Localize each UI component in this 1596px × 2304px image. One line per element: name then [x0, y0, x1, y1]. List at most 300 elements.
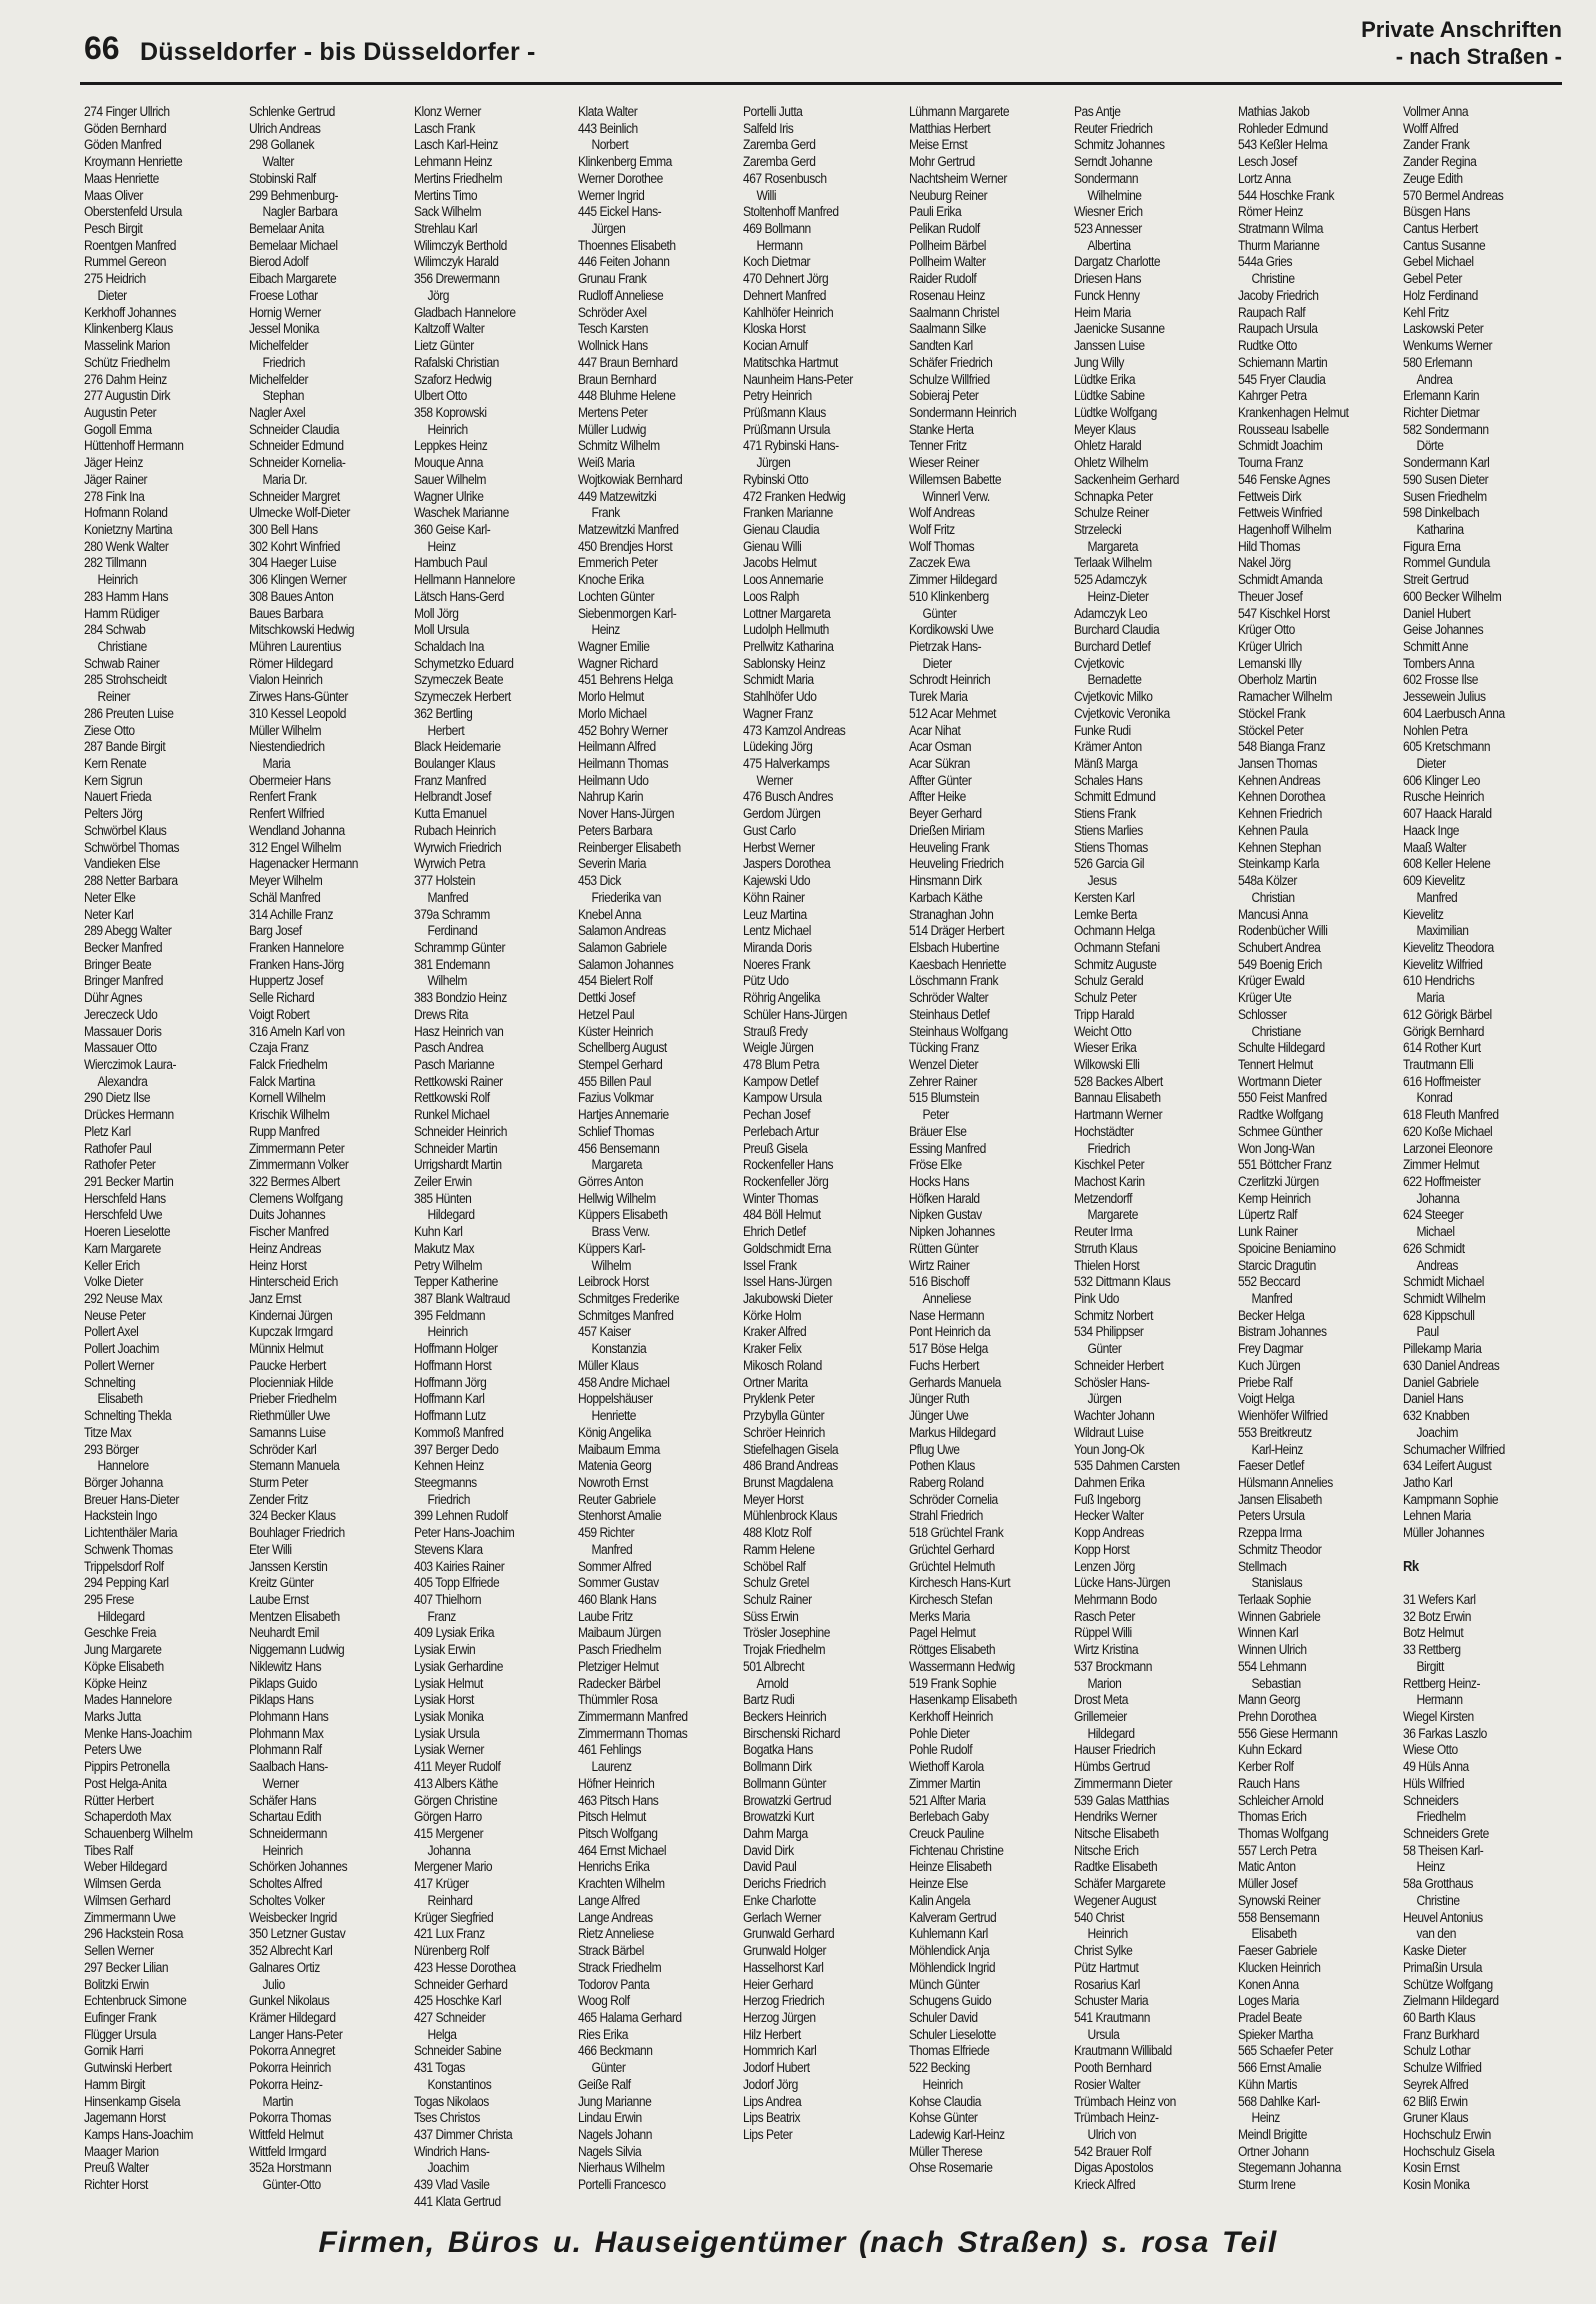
- listing-entry: Raider Rudolf: [908, 271, 976, 287]
- listing-entry: Pasch Friedhelm: [578, 1642, 662, 1658]
- listing-entry: Jacoby Friedrich: [1237, 287, 1319, 303]
- listing-entry: Stellmach: [1237, 1558, 1287, 1574]
- listing-entry: Szaforz Hedwig: [414, 371, 492, 387]
- listing-entry: Stevens Klara: [414, 1541, 483, 1557]
- listing-entry: 290 Dietz Ilse: [84, 1090, 151, 1106]
- listing-entry: Mühren Laurentius: [249, 639, 342, 654]
- listing-entry: Heinz Andreas: [249, 1240, 322, 1256]
- listing-entry: Schmitt Anne: [1402, 639, 1468, 654]
- listing-entry: Falck Martina: [249, 1073, 316, 1089]
- listing-entry-continuation: Stephan: [262, 388, 305, 404]
- listing-entry: Saalmann Christel: [908, 304, 999, 320]
- listing-entry: Lücke Hans-Jürgen: [1073, 1575, 1170, 1591]
- listing-entry: Schneiders: [1402, 1792, 1459, 1808]
- listing-entry: Geschke Freia: [84, 1625, 156, 1641]
- listing-entry: Issel Frank: [743, 1257, 797, 1273]
- listing-entry: Zielmann Hildegard: [1402, 1993, 1499, 2009]
- listing-entry: 604 Laerbusch Anna: [1402, 705, 1505, 721]
- listing-entry: Müller Josef: [1237, 1876, 1297, 1892]
- listing-entry: Schrammp Günter: [414, 939, 506, 955]
- listing-entry: Meindl Brigitte: [1237, 2126, 1307, 2142]
- listing-entry: Hoffmann Karl: [414, 1391, 485, 1407]
- listing-entry: Schütz Friedhelm: [84, 354, 170, 370]
- listing-entry: Bouhlager Friedrich: [249, 1525, 345, 1541]
- listing-entry: 515 Blumstein: [908, 1090, 979, 1106]
- listing-entry: 540 Christ: [1073, 1909, 1124, 1925]
- listing-entry: Schleicher Arnold: [1237, 1792, 1323, 1808]
- listing-entry: Schneider Kornelia-: [249, 455, 346, 471]
- listing-entry: Spoicine Beniamino: [1237, 1240, 1336, 1256]
- listing-entry: Wieser Erika: [1073, 1040, 1137, 1056]
- listing-entry: Tripp Harald: [1073, 1006, 1134, 1022]
- listing-entry-continuation: Konstantinos: [427, 2076, 492, 2092]
- listing-entry: 547 Kischkel Horst: [1237, 605, 1330, 621]
- listing-entry: Schnelting Thekla: [84, 1408, 172, 1424]
- listing-entry: Lysiak Gerhardine: [414, 1658, 504, 1674]
- listing-entry: Synowski Reiner: [1237, 1892, 1320, 1908]
- listing-entry: Sommer Alfred: [578, 1558, 652, 1574]
- listing-entry: Niklewitz Hans: [249, 1658, 322, 1674]
- listing-entry: Neter Karl: [84, 906, 134, 922]
- listing-entry-continuation: Johanna: [1416, 1190, 1460, 1206]
- listing-entry: Richter Dietmar: [1402, 404, 1480, 420]
- listing-entry: 437 Dimmer Christa: [414, 2126, 513, 2142]
- listing-entry: Zander Frank: [1402, 137, 1470, 153]
- listing-entry: Höfner Heinrich: [578, 1775, 655, 1791]
- listing-entry-continuation: Margareta: [1087, 538, 1138, 554]
- listing-entry: Schlief Thomas: [578, 1123, 655, 1139]
- listing-entry: Wolff Alfred: [1402, 120, 1459, 136]
- listing-entry: 445 Eickel Hans-: [578, 204, 662, 220]
- listing-entry: Kaesbach Henriette: [908, 956, 1006, 972]
- listing-entry: Hüls Wilfried: [1402, 1775, 1464, 1791]
- listing-entry: Dettki Josef: [578, 990, 636, 1006]
- listing-entry: 470 Dehnert Jörg: [743, 271, 829, 287]
- listing-entry: Samanns Luise: [249, 1424, 326, 1440]
- listing-entry: Titze Max: [84, 1424, 132, 1440]
- listing-entry: Todorov Panta: [578, 1976, 650, 1992]
- listing-entry: 285 Strohscheidt: [84, 672, 167, 688]
- listing-entry: Herschfeld Hans: [84, 1190, 166, 1206]
- listing-entry: Heim Maria: [1073, 304, 1131, 320]
- listing-entry: Weicht Otto: [1073, 1023, 1132, 1039]
- listing-entry: Neuse Peter: [84, 1307, 146, 1323]
- listing-entry-continuation: Franz: [427, 1608, 457, 1624]
- listing-entry: Hommrich Karl: [743, 2043, 817, 2059]
- listing-entry-continuation: Peter: [922, 1107, 949, 1123]
- listing-entry: Küppers Karl-: [578, 1240, 646, 1256]
- listing-entry: Essing Manfred: [908, 1140, 986, 1156]
- listing-entry: Kehnen Andreas: [1237, 772, 1320, 788]
- listing-entry: 554 Lehmann: [1237, 1658, 1306, 1674]
- listing-entry: Stiefelhagen Gisela: [743, 1441, 839, 1457]
- listing-entry: 425 Hoschke Karl: [414, 1993, 502, 2009]
- listing-entry: 523 Annesser: [1073, 221, 1142, 237]
- listing-column-3: [414, 104, 577, 2211]
- listing-entry: Hecker Walter: [1073, 1508, 1144, 1524]
- listing-entry: Schneider Herbert: [1073, 1357, 1164, 1373]
- listing-entry: Kopp Andreas: [1073, 1525, 1144, 1541]
- listing-entry: Leppkes Heinz: [414, 438, 488, 454]
- listing-entry: 450 Brendjes Horst: [578, 538, 673, 554]
- listing-entry: Szymeczek Beate: [414, 672, 504, 688]
- listing-entry: Preuß Gisela: [743, 1140, 808, 1156]
- listing-entry-continuation: Günter: [591, 2060, 626, 2076]
- listing-entry: 415 Mergener: [414, 1826, 484, 1842]
- listing-entry: 283 Hamm Hans: [84, 588, 168, 604]
- listing-entry: Peter Hans-Joachim: [414, 1525, 515, 1541]
- listing-entry: Pradel Beate: [1237, 2009, 1302, 2025]
- listing-entry: 534 Philippser: [1073, 1324, 1144, 1340]
- listing-entry: Kraker Alfred: [743, 1324, 807, 1340]
- listing-entry: Weigle Jürgen: [743, 1040, 814, 1056]
- listing-entry: Schmee Günther: [1237, 1123, 1322, 1139]
- listing-entry: Hocks Hans: [908, 1174, 969, 1189]
- listing-entry: Zehrer Rainer: [908, 1073, 977, 1089]
- page-number: 66: [84, 30, 120, 66]
- listing-entry: Schneider Edmund: [249, 438, 344, 454]
- listing-entry-continuation: Jörg: [427, 287, 450, 303]
- listing-entry: 484 Böll Helmut: [743, 1207, 822, 1223]
- listing-entry: Togas Nikolaos: [414, 2093, 490, 2109]
- listing-entry: 546 Fenske Agnes: [1237, 471, 1330, 487]
- listing-entry: Pasch Marianne: [414, 1056, 495, 1072]
- listing-entry: Funke Rudi: [1073, 722, 1131, 738]
- listing-entry: Wojtkowiak Bernhard: [578, 471, 683, 487]
- listing-entry: Matic Anton: [1237, 1859, 1296, 1875]
- listing-entry: Reuter Friedrich: [1073, 120, 1153, 136]
- listing-entry: Figura Erna: [1402, 538, 1461, 554]
- listing-entry: Lesch Josef: [1237, 154, 1297, 170]
- listing-entry: 614 Rother Kurt: [1402, 1040, 1481, 1056]
- listing-column-4: [578, 104, 741, 2194]
- listing-entry: Kohse Günter: [908, 2110, 977, 2126]
- listing-entry: Kajewski Udo: [743, 873, 811, 889]
- listing-entry: Schubert Andrea: [1237, 939, 1320, 955]
- listing-entry: 431 Togas: [414, 2060, 466, 2076]
- listing-entry: Funck Henny: [1073, 287, 1140, 303]
- listing-entry: 628 Kippschull: [1402, 1307, 1475, 1323]
- listing-entry: Fuß Ingeborg: [1073, 1491, 1141, 1507]
- listing-entry: Sablonsky Heinz: [743, 655, 826, 671]
- listing-entry: Rzeppa Irma: [1237, 1525, 1302, 1541]
- listing-entry: Mertins Timo: [414, 187, 478, 203]
- listing-entry: Kehnen Friedrich: [1237, 806, 1322, 822]
- listing-entry: Kehnen Paula: [1237, 822, 1308, 838]
- listing-entry: 397 Berger Dedo: [414, 1441, 499, 1457]
- listing-entry: Schmitz Wilhelm: [578, 438, 660, 454]
- listing-entry: Zimmermann Manfred: [578, 1709, 688, 1724]
- listing-entry-continuation: Christine: [1251, 271, 1295, 287]
- listing-column-9: [1403, 104, 1564, 2194]
- listing-entry: 473 Kamzol Andreas: [743, 722, 846, 738]
- listing-entry-continuation: Heinz: [1416, 1859, 1445, 1875]
- listing-entry: Plohmann Hans: [249, 1709, 329, 1724]
- listing-entry: Zeuge Edith: [1402, 170, 1463, 186]
- listing-entry: Wilmsen Gerda: [84, 1876, 161, 1892]
- listing-entry: Stahlhöfer Udo: [743, 689, 817, 705]
- listing-entry: Schröder Axel: [578, 304, 647, 320]
- listing-entry: Hoffmann Horst: [414, 1357, 492, 1373]
- listing-entry: Leibrock Horst: [578, 1274, 649, 1290]
- listing-entry: Mergener Mario: [414, 1859, 493, 1875]
- listing-entry: Schmidt Michael: [1402, 1274, 1484, 1290]
- listing-entry: Görres Anton: [578, 1174, 644, 1189]
- listing-entry: Eibach Margarete: [249, 271, 337, 287]
- listing-entry: Zimmer Martin: [908, 1775, 980, 1791]
- listing-entry: Lüdtke Erika: [1073, 371, 1135, 387]
- listing-entry: Wittfeld Irmgard: [249, 2143, 327, 2159]
- listing-entry: Daniel Hans: [1402, 1391, 1463, 1407]
- listing-entry-continuation: Laurenz: [591, 1759, 632, 1775]
- listing-entry: Werner Ingrid: [578, 187, 645, 203]
- listing-entry: Derichs Friedrich: [743, 1876, 827, 1892]
- listing-entry: 409 Lysiak Erika: [414, 1625, 495, 1641]
- listing-entry: Falck Friedhelm: [249, 1056, 328, 1072]
- listing-entry: 518 Grüchtel Frank: [908, 1525, 1003, 1541]
- listing-entry: Nachtsheim Werner: [908, 170, 1007, 186]
- listing-entry: Gerlach Werner: [743, 1909, 822, 1925]
- listing-entry: 277 Augustin Dirk: [84, 388, 171, 404]
- listing-entry: 551 Böttcher Franz: [1237, 1157, 1332, 1173]
- listing-entry: Weiß Maria: [578, 455, 635, 471]
- listing-entry: Saalmann Silke: [908, 321, 986, 337]
- listing-entry: Herbst Werner: [743, 839, 816, 855]
- listing-entry: Schneiders Grete: [1402, 1826, 1489, 1842]
- listing-entry: Matenia Georg: [578, 1458, 652, 1474]
- listing-entry: Kampmann Sophie: [1402, 1491, 1498, 1507]
- listing-entry: Müller Wilhelm: [249, 722, 322, 738]
- listing-entry: Nagels Johann: [578, 2126, 653, 2142]
- listing-entry: 526 Garcia Gil: [1073, 856, 1144, 872]
- listing-entry-continuation: Christiane: [1251, 1023, 1301, 1039]
- listing-entry: Schmitt Edmund: [1073, 789, 1156, 805]
- listing-entry: Jansen Thomas: [1237, 756, 1317, 772]
- listing-entry: Kordikowski Uwe: [908, 622, 993, 638]
- listing-entry: Rütten Günter: [908, 1240, 978, 1256]
- listing-entry-continuation: Heinrich: [427, 1324, 469, 1340]
- listing-entry: Kocian Arnulf: [743, 338, 808, 354]
- listing-entry-continuation: Konstanzia: [591, 1341, 647, 1357]
- listing-entry: Pryklenk Peter: [743, 1391, 815, 1407]
- listing-entry: Pollheim Walter: [908, 254, 986, 270]
- listing-entry: Kern Sigrun: [84, 772, 143, 788]
- listing-entry: Köhn Rainer: [743, 889, 805, 905]
- listing-entry: Lottner Margareta: [743, 605, 831, 621]
- listing-entry: Niestendiedrich: [249, 739, 325, 755]
- page-title: Düsseldorfer - bis Düsseldorfer -: [140, 38, 536, 66]
- listing-entry: 541 Krautmann: [1073, 2009, 1150, 2025]
- listing-column-7: [1074, 104, 1237, 2194]
- listing-entry: Maas Oliver: [84, 187, 143, 203]
- listing-entry: Herzog Jürgen: [743, 2009, 817, 2025]
- listing-entry: Heuveling Frank: [908, 839, 989, 855]
- listing-entry: 552 Beccard: [1237, 1274, 1300, 1290]
- listing-entry: Schumacher Wilfried: [1402, 1441, 1505, 1457]
- listing-entry: Heilmann Thomas: [578, 756, 669, 772]
- listing-entry: Hoeren Lieselotte: [84, 1224, 171, 1240]
- listing-entry: Thomas Elfriede: [908, 2043, 989, 2059]
- listing-entry: 570 Bermel Andreas: [1402, 187, 1504, 203]
- listing-entry: Möhlendick Ingrid: [908, 1959, 995, 1975]
- listing-entry: Pont Heinrich da: [908, 1324, 990, 1340]
- listing-entry: 33 Rettberg: [1402, 1642, 1461, 1658]
- listing-entry: 488 Klotz Rolf: [743, 1525, 812, 1541]
- listing-entry: Ramm Helene: [743, 1541, 815, 1557]
- listing-entry: 522 Becking: [908, 2060, 970, 2076]
- listing-entry: Schneidermann: [249, 1826, 328, 1842]
- listing-entry: 542 Brauer Rolf: [1073, 2143, 1151, 2159]
- listing-entry: Pletz Karl: [84, 1123, 131, 1139]
- listing-entry: Lange Andreas: [578, 1909, 653, 1925]
- listing-entry: 459 Richter: [578, 1525, 635, 1541]
- listing-entry: 610 Hendrichs: [1402, 973, 1475, 989]
- listing-entry: 417 Krüger: [414, 1876, 470, 1892]
- listing-entry: Pollert Axel: [84, 1324, 139, 1340]
- listing-entry: Nipken Johannes: [908, 1224, 995, 1240]
- listing-entry: Kahrger Petra: [1237, 388, 1307, 404]
- listing-entry: Schaperdoth Max: [84, 1809, 172, 1825]
- listing-entry: Winnen Ulrich: [1237, 1642, 1307, 1658]
- listing-entry: Huppertz Josef: [249, 973, 324, 989]
- listing-entry: Krüger Ewald: [1237, 973, 1305, 989]
- listing-entry: Kemp Heinrich: [1237, 1190, 1311, 1206]
- listing-entry: 298 Gollanek: [249, 137, 315, 153]
- listing-entry: 466 Beckmann: [578, 2043, 653, 2059]
- listing-entry: Rettkowski Rolf: [414, 1090, 490, 1106]
- listing-entry: Reinberger Elisabeth: [578, 839, 681, 855]
- listing-entry: 427 Schneider: [414, 2009, 486, 2025]
- listing-entry: Lips Andrea: [743, 2093, 802, 2109]
- listing-entry: Prieber Friedhelm: [249, 1391, 337, 1407]
- listing-entry: Severin Maria: [578, 856, 647, 872]
- listing-entry: Franken Hannelore: [249, 939, 344, 955]
- listing-entry: Jung Marianne: [578, 2093, 652, 2109]
- listing-entry: Stobinski Ralf: [249, 170, 316, 186]
- listing-entry: Krüger Ulrich: [1237, 639, 1302, 654]
- listing-entry-continuation: Johanna: [427, 1842, 471, 1858]
- listing-entry: Roentgen Manfred: [84, 237, 176, 253]
- listing-entry: Sellen Werner: [84, 1943, 154, 1959]
- listing-entry: 528 Backes Albert: [1073, 1073, 1163, 1089]
- listing-entry: Bringer Beate: [84, 956, 152, 972]
- listing-entry: Schneider Gerhard: [414, 1976, 508, 1992]
- listing-entry: Heinz Horst: [249, 1257, 307, 1273]
- listing-entry-continuation: Jesus: [1087, 873, 1117, 889]
- listing-entry: König Angelika: [578, 1424, 652, 1440]
- listing-entry: Tennert Helmut: [1237, 1056, 1313, 1072]
- listing-entry: Cvjetkovic: [1073, 655, 1124, 671]
- listing-entry: 476 Busch Andres: [743, 789, 834, 805]
- listing-entry: Zimmermann Dieter: [1073, 1775, 1172, 1791]
- listing-entry: 632 Knabben: [1402, 1408, 1470, 1424]
- listing-entry: Görgen Harro: [414, 1809, 483, 1825]
- listing-entry: 634 Leifert August: [1402, 1458, 1492, 1474]
- listing-entry: Bierod Adolf: [249, 254, 309, 270]
- listing-entry: Röhrig Angelika: [743, 990, 821, 1006]
- listing-entry: Hellmann Hannelore: [414, 572, 516, 588]
- listing-entry: Heilmann Udo: [578, 772, 649, 788]
- listing-entry: Grunwald Holger: [743, 1943, 827, 1959]
- listing-entry: Schaldach Ina: [414, 639, 485, 654]
- listing-entry: Ulmecke Wolf-Dieter: [249, 505, 351, 521]
- listing-entry: Hoffmann Lutz: [414, 1408, 487, 1424]
- listing-entry: Kroymann Henriette: [84, 154, 183, 170]
- listing-entry: Willemsen Babette: [908, 471, 1001, 487]
- listing-entry: Galnares Ortiz: [249, 1959, 320, 1975]
- listing-entry: 284 Schwab: [84, 622, 146, 638]
- listing-entry: Sandten Karl: [908, 338, 973, 354]
- listing-entry: Jaenicke Susanne: [1073, 321, 1165, 337]
- listing-entry: Schäfer Margarete: [1073, 1876, 1166, 1892]
- listing-entry: Rousseau Isabelle: [1237, 421, 1329, 437]
- listing-entry: Zimmermann Peter: [249, 1140, 345, 1156]
- listing-entry: Koch Dietmar: [743, 254, 811, 270]
- listing-entry-continuation: Hannelore: [97, 1458, 149, 1474]
- listing-entry: Rudtke Otto: [1237, 338, 1297, 354]
- listing-entry: Mänß Marga: [1073, 756, 1138, 772]
- listing-entry: Hornig Werner: [249, 304, 321, 320]
- listing-columns: [84, 104, 1564, 2214]
- listing-entry: Herschfeld Uwe: [84, 1207, 163, 1223]
- listing-column-8: [1238, 104, 1401, 2194]
- listing-column-5: [743, 104, 906, 2144]
- listing-entry-continuation: Werner: [756, 772, 794, 788]
- listing-entry: Winter Thomas: [743, 1190, 819, 1206]
- listing-entry: Mertins Friedhelm: [414, 170, 503, 186]
- listing-entry: Runkel Michael: [414, 1107, 490, 1123]
- listing-entry: 387 Blank Waltraud: [414, 1291, 511, 1307]
- listing-entry-continuation: Ursula: [1087, 2026, 1120, 2042]
- listing-entry: Nierhaus Wilhelm: [578, 2160, 665, 2176]
- listing-entry: Wolf Thomas: [908, 538, 974, 554]
- listing-entry: Schröder Karl: [249, 1441, 317, 1457]
- listing-entry: Lichtenthäler Maria: [84, 1525, 178, 1541]
- listing-entry-continuation: Dieter: [97, 287, 127, 303]
- listing-entry: Creuck Pauline: [908, 1826, 984, 1842]
- listing-entry: 544a Gries: [1237, 254, 1292, 270]
- listing-column-1: [84, 104, 247, 2194]
- listing-entry: Meyer Klaus: [1073, 421, 1136, 437]
- listing-entry: Haack Inge: [1402, 822, 1459, 838]
- listing-entry: Massauer Otto: [84, 1040, 157, 1056]
- listing-entry: Czerlitzki Jürgen: [1237, 1174, 1319, 1189]
- listing-entry: Pothen Klaus: [908, 1458, 975, 1474]
- listing-entry: 467 Rosenbusch: [743, 170, 827, 186]
- listing-entry: Trümbach Heinz-: [1073, 2110, 1159, 2126]
- listing-entry: Rasch Peter: [1073, 1608, 1135, 1624]
- listing-entry: Sturm Peter: [249, 1474, 309, 1490]
- listing-entry: Wilkowski Elli: [1073, 1056, 1140, 1072]
- listing-entry-continuation: Nagler Barbara: [262, 204, 338, 220]
- listing-entry: Thielen Horst: [1073, 1257, 1139, 1273]
- listing-entry: Strruth Klaus: [1073, 1240, 1137, 1256]
- listing-entry: Wiegel Kirsten: [1402, 1709, 1474, 1724]
- listing-entry: Plohmann Ralf: [249, 1742, 322, 1758]
- listing-entry: Süss Erwin: [743, 1608, 799, 1624]
- listing-entry: Oberstenfeld Ursula: [84, 204, 182, 220]
- listing-entry: Schulz Lothar: [1402, 2043, 1471, 2059]
- listing-entry: 381 Endemann: [414, 956, 491, 972]
- listing-entry: Wendland Johanna: [249, 822, 345, 838]
- listing-entry: Scholtes Alfred: [249, 1876, 323, 1892]
- listing-entry: Lemke Berta: [1073, 906, 1137, 922]
- listing-entry: Klinkenberg Klaus: [84, 321, 173, 337]
- listing-entry: Müller Klaus: [578, 1357, 639, 1373]
- listing-entry: Drießen Miriam: [908, 822, 984, 838]
- listing-entry: Tourna Franz: [1237, 455, 1303, 471]
- listing-entry: 276 Dahm Heinz: [84, 371, 167, 387]
